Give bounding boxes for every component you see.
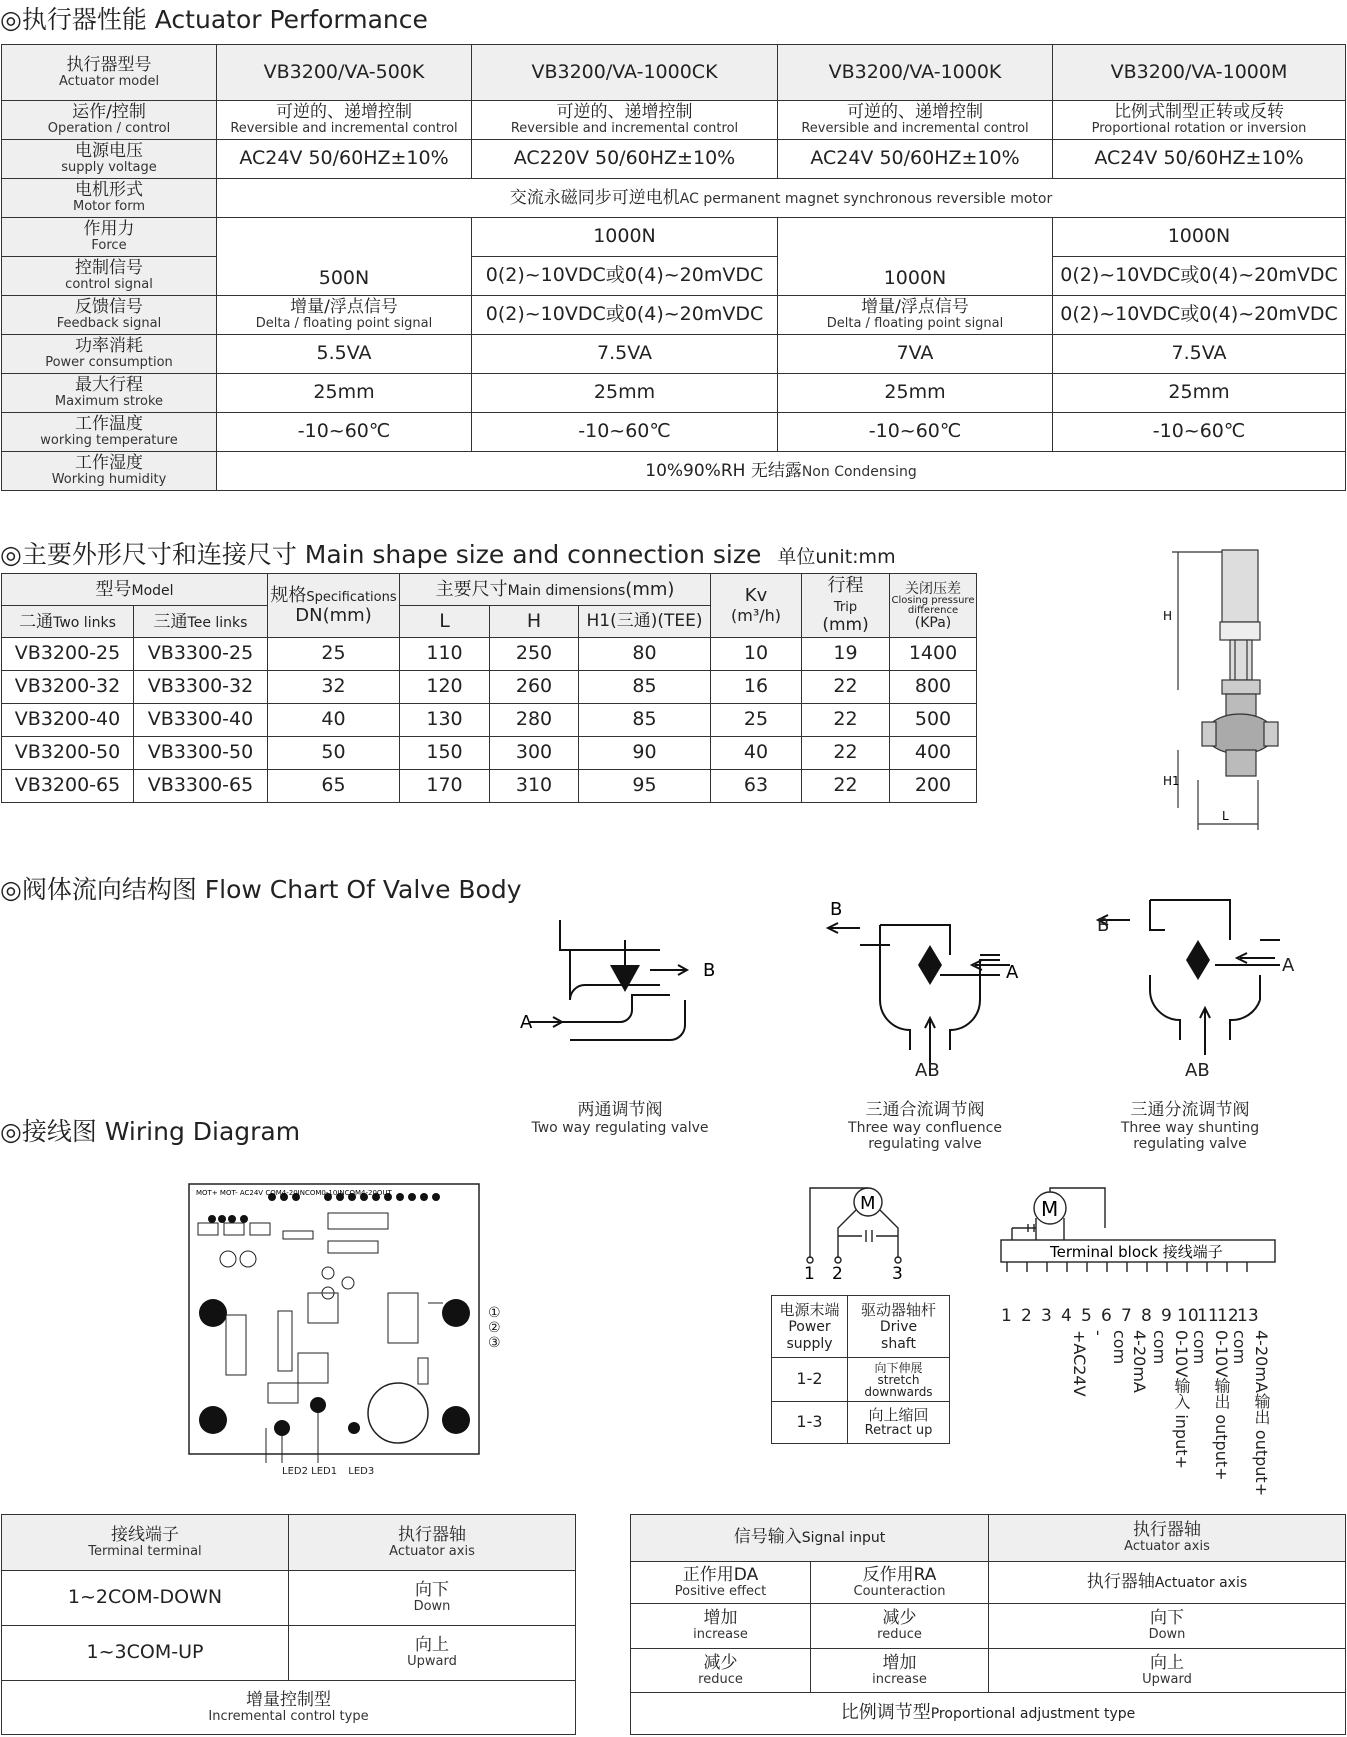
- cell: 5.5VA: [217, 335, 472, 374]
- table-cell: 40: [268, 704, 400, 737]
- unit-label: 单位unit:mm: [777, 546, 896, 568]
- cell-zh: 执行器轴: [1133, 1520, 1201, 1541]
- flow-label-b: B: [1097, 915, 1110, 936]
- terminal-number: 3: [1041, 1306, 1052, 1326]
- dimensions-table: [1, 573, 977, 803]
- cell: -10~60℃: [1053, 413, 1346, 452]
- table-cell: 25: [268, 638, 400, 671]
- header-model-zh: 型号: [95, 578, 132, 600]
- flow-label-a: A: [1006, 962, 1019, 983]
- table-cell: 22: [802, 770, 890, 803]
- cell-en: Proportional rotation or inversion: [1091, 121, 1307, 137]
- table-row: [772, 1402, 950, 1444]
- table-cell: 85: [579, 671, 711, 704]
- valve-dimension-drawing: [1160, 540, 1280, 840]
- row-label: 电机形式: [75, 180, 143, 201]
- terminal-block-label: Terminal block 接线端子: [1050, 1243, 1223, 1261]
- cell-zh: 向下: [1150, 1608, 1184, 1629]
- terminal-function-label: 0-10V输入 input+: [1172, 1330, 1191, 1469]
- cell-en: increase: [693, 1627, 748, 1643]
- table-row: [2, 452, 1346, 491]
- humidity-en: Non Condensing: [801, 464, 917, 481]
- pcb-led-labels: [282, 1466, 374, 1477]
- cell: AC220V 50/60HZ±10%: [472, 140, 778, 179]
- table-row: [2, 737, 977, 770]
- row-label-en: working temperature: [40, 433, 178, 449]
- section-title-dimensions: [0, 535, 896, 571]
- terminal-function-label: com: [1110, 1330, 1129, 1365]
- cell: 25mm: [217, 374, 472, 413]
- cell-en: Actuator axis: [1154, 1574, 1248, 1591]
- cell-zh: 增加: [703, 1608, 738, 1629]
- terminal-number: 9: [1161, 1306, 1172, 1326]
- terminal-number: 4: [1061, 1306, 1072, 1326]
- terminal-number: 10: [1177, 1306, 1199, 1326]
- table-cell: 65: [268, 770, 400, 803]
- dimensions-body: [2, 638, 977, 803]
- cell-zh: 增量控制型: [246, 1689, 331, 1710]
- terminal-function-label: com: [1230, 1330, 1249, 1365]
- cell-en: Upward: [1142, 1671, 1192, 1687]
- motor-en: AC permanent magnet synchronous reversible motor: [679, 191, 1053, 208]
- row-label: 执行器型号: [66, 54, 152, 75]
- confluence-caption: [830, 1095, 1020, 1152]
- row-label: 最大行程: [75, 375, 143, 396]
- cell: 1-3: [772, 1402, 848, 1444]
- terminal-number: 12: [1217, 1306, 1239, 1326]
- cell-zh: 增量/浮点信号: [861, 297, 969, 318]
- table-cell: 1400: [890, 638, 977, 671]
- led2-label: LED2: [282, 1466, 308, 1477]
- flow-label-a: A: [1282, 955, 1295, 976]
- terminal-function-label: com: [1150, 1330, 1169, 1365]
- section-title-text: ◎主要外形尺寸和连接尺寸 Main shape size and connection size: [0, 540, 762, 569]
- caption-en-2: regulating valve: [1133, 1136, 1247, 1152]
- caption-en: Two way regulating valve: [531, 1120, 709, 1136]
- cell-en: stretch: [877, 1372, 920, 1387]
- cell-zh: 减少: [882, 1608, 917, 1629]
- table-cell: 170: [400, 770, 490, 803]
- cell-zh: 执行器轴: [1086, 1571, 1155, 1592]
- header-tee-en: Tee links: [187, 614, 248, 631]
- cell-en: Incremental control type: [208, 1708, 369, 1724]
- valve-plug-icon: [1186, 940, 1210, 980]
- cell-en: increase: [872, 1671, 927, 1687]
- table-row: [2, 45, 1346, 101]
- cell: AC24V 50/60HZ±10%: [217, 140, 472, 179]
- table-row: [2, 101, 1346, 140]
- cell-en: Delta / floating point signal: [255, 316, 433, 332]
- header-kv: Kv: [744, 584, 768, 606]
- header-spec-en: Specifications: [306, 589, 397, 605]
- header-two-zh: 二通: [19, 611, 54, 632]
- cell-en: Positive effect: [674, 1583, 767, 1599]
- header-model-en: Model: [131, 582, 174, 599]
- cell-zh: 电源末端: [779, 1300, 840, 1319]
- table-cell: 22: [802, 737, 890, 770]
- led1-label: LED1: [311, 1466, 338, 1477]
- header-spec-dn: DN(mm): [295, 604, 372, 626]
- header-trip-zh: 行程: [827, 574, 864, 596]
- cell-en: Actuator axis: [1124, 1539, 1210, 1555]
- table-cell: 260: [490, 671, 579, 704]
- two-way-valve-diagram: [510, 910, 730, 1060]
- table-cell: 80: [579, 638, 711, 671]
- row-label-en: Maximum stroke: [54, 394, 164, 410]
- caption-en-2: regulating valve: [868, 1136, 982, 1152]
- flow-label-b: B: [830, 900, 843, 920]
- header-main-zh: 主要尺寸: [435, 578, 508, 600]
- header-main-en: Main dimensions: [507, 582, 626, 599]
- caption-zh: 两通调节阀: [577, 1100, 663, 1120]
- cell-en: Terminal terminal: [88, 1543, 202, 1559]
- table-row: [2, 671, 977, 704]
- cell: -10~60℃: [472, 413, 778, 452]
- motor-zh: 交流永磁同步可逆电机: [509, 188, 680, 209]
- table-row: [2, 218, 1346, 257]
- table-cell: 63: [711, 770, 802, 803]
- cell-en: Down: [413, 1599, 451, 1615]
- table-cell: 150: [400, 737, 490, 770]
- table-row: [2, 638, 977, 671]
- row-label-en: Working humidity: [51, 472, 167, 488]
- terminal-2-label: 2: [832, 1264, 843, 1280]
- cell: 500N: [217, 218, 472, 296]
- cell-en: Reversible and incremental control: [230, 121, 458, 137]
- row-label-en: Power consumption: [45, 355, 173, 371]
- cell-zh: 信号输入: [733, 1527, 802, 1548]
- table-cell: 40: [711, 737, 802, 770]
- header-h1: H1(三通)(TEE): [579, 606, 711, 638]
- row-label-en: Force: [91, 238, 127, 254]
- terminal-number: 5: [1081, 1306, 1092, 1326]
- table-cell: 300: [490, 737, 579, 770]
- terminal-function-label: 4-20mA输出 output+: [1252, 1330, 1271, 1497]
- cell: 25mm: [472, 374, 778, 413]
- row-label: 作用力: [83, 219, 135, 240]
- table-row: [772, 1296, 950, 1358]
- shunting-valve-diagram: [1090, 880, 1330, 1080]
- cell: 0(2)~10VDC或0(4)~20mVDC: [1053, 296, 1346, 335]
- table-cell: 90: [579, 737, 711, 770]
- motor-wiring-diagram-1: [790, 1180, 930, 1280]
- terminal-number: 13: [1237, 1306, 1259, 1326]
- cell-zh: 减少: [703, 1652, 738, 1673]
- cell: 0(2)~10VDC或0(4)~20mVDC: [1053, 257, 1346, 296]
- header-main-unit: (mm): [625, 578, 675, 600]
- callout-1: ①: [488, 1305, 501, 1321]
- cell: 0(2)~10VDC或0(4)~20mVDC: [472, 257, 778, 296]
- cell: 7.5VA: [1053, 335, 1346, 374]
- cell-zh: 向下伸展: [874, 1360, 923, 1375]
- table-cell: VB3300-32: [134, 671, 268, 704]
- cell-zh: 可逆的、递增控制: [847, 102, 983, 123]
- table-cell: 10: [711, 638, 802, 671]
- flow-label-a: A: [520, 1012, 533, 1033]
- motor-wiring-diagram-2: [1000, 1180, 1280, 1280]
- terminal-3-label: 3: [892, 1264, 903, 1280]
- table-cell: VB3300-25: [134, 638, 268, 671]
- header-cp-en1: Closing pressure: [891, 594, 975, 606]
- cell-en: Delta / floating point signal: [826, 316, 1004, 332]
- table-cell: 130: [400, 704, 490, 737]
- flow-label-b: B: [703, 960, 716, 981]
- table-cell: VB3300-40: [134, 704, 268, 737]
- row-label: 运作/控制: [72, 102, 146, 123]
- table-row: [2, 1515, 576, 1571]
- table-cell: 120: [400, 671, 490, 704]
- terminal-function-label: -: [1089, 1330, 1108, 1336]
- row-label-en: Feedback signal: [56, 316, 162, 332]
- table-cell: 800: [890, 671, 977, 704]
- two-way-caption: [530, 1095, 710, 1136]
- shunting-caption: [1095, 1095, 1285, 1152]
- cell-zh: 驱动器轴杆: [860, 1300, 936, 1319]
- table-cell: 25: [711, 704, 802, 737]
- cell-en: Down: [1148, 1627, 1186, 1643]
- table-row: [2, 1681, 576, 1735]
- table-cell: 32: [268, 671, 400, 704]
- cell-en: Signal input: [801, 1530, 886, 1547]
- model-cell: VB3200/VA-1000CK: [472, 45, 778, 101]
- cell-zh: 可逆的、递增控制: [556, 102, 693, 123]
- header-trip-en: Trip: [833, 599, 858, 615]
- cell-zh: 比例式制型正转或反转: [1114, 102, 1284, 123]
- valve-plug-icon: [610, 965, 640, 992]
- table-row: [2, 296, 1346, 335]
- section-title-wiring: ◎接线图 Wiring Diagram: [0, 1117, 301, 1146]
- cell-en: reduce: [698, 1671, 743, 1687]
- cell: 1000N: [472, 218, 778, 257]
- cell: 7VA: [778, 335, 1053, 374]
- led3-label: LED3: [348, 1466, 375, 1477]
- cell-zh: 执行器轴: [398, 1524, 466, 1545]
- cell-zh: 正作用DA: [682, 1564, 759, 1585]
- row-label-en: control signal: [65, 277, 153, 293]
- cell: 7.5VA: [472, 335, 778, 374]
- pcb-header-label: MOT+ MOT- AC24V COM4-20INCOM0-10INCOM4-20OUT: [196, 1189, 392, 1197]
- performance-table: [1, 44, 1346, 491]
- flow-label-ab: AB: [1185, 1060, 1210, 1081]
- table-cell: 16: [711, 671, 802, 704]
- table-cell: VB3200-25: [2, 638, 134, 671]
- drawing-label-h: H: [1163, 609, 1173, 623]
- cell-zh: 增加: [882, 1652, 917, 1673]
- table-cell: 22: [802, 704, 890, 737]
- table-cell: 200: [890, 770, 977, 803]
- terminal-number: 2: [1021, 1306, 1032, 1326]
- cell: 0(2)~10VDC或0(4)~20mVDC: [472, 296, 778, 335]
- table-row: [2, 257, 1346, 296]
- table-cell: VB3200-50: [2, 737, 134, 770]
- table-cell: VB3200-65: [2, 770, 134, 803]
- motor-terminal-table: [771, 1295, 950, 1444]
- caption-en: Three way confluence: [848, 1120, 1002, 1136]
- cell-zh: 增量/浮点信号: [290, 297, 398, 318]
- row-label-en: supply voltage: [61, 160, 157, 176]
- table-cell: 280: [490, 704, 579, 737]
- cell: 25mm: [778, 374, 1053, 413]
- cell-en-2: shaft: [881, 1335, 916, 1352]
- terminal-number: 1: [1001, 1306, 1012, 1326]
- table-row: [2, 704, 977, 737]
- table-cell: 310: [490, 770, 579, 803]
- table-cell: 22: [802, 671, 890, 704]
- row-label-en: Operation / control: [47, 121, 171, 137]
- row-label: 功率消耗: [75, 336, 143, 357]
- terminal-function-label: com: [1190, 1330, 1209, 1365]
- table-row: [631, 1649, 1346, 1693]
- pcb-callouts: [488, 1306, 501, 1351]
- table-row: [2, 770, 977, 803]
- cell: AC24V 50/60HZ±10%: [778, 140, 1053, 179]
- cell-zh: 向下: [415, 1580, 449, 1601]
- header-cp-unit: (KPa): [914, 614, 952, 631]
- proportional-control-table: [630, 1514, 1346, 1735]
- row-label: 工作温度: [75, 414, 143, 435]
- table-row: [631, 1693, 1346, 1735]
- cell: -10~60℃: [217, 413, 472, 452]
- cell-en-2: downwards: [864, 1384, 933, 1399]
- table-row: [2, 140, 1346, 179]
- row-label: 控制信号: [75, 258, 143, 279]
- cell-en: Actuator axis: [389, 1543, 475, 1559]
- cell-en: Drive: [879, 1318, 918, 1335]
- cell-en: Upward: [407, 1654, 457, 1670]
- header-tee-zh: 三通: [153, 611, 188, 632]
- row-label-en: Motor form: [72, 199, 145, 215]
- cell: 1000N: [778, 218, 1053, 296]
- table-row: [631, 1604, 1346, 1649]
- flow-label-ab: AB: [915, 1060, 940, 1081]
- table-header-row: [2, 574, 977, 606]
- terminal-function-label: 4-20mA: [1130, 1330, 1149, 1393]
- table-row: [631, 1562, 1346, 1604]
- cell-en-2: supply: [786, 1335, 833, 1352]
- terminal-number: 11: [1197, 1306, 1219, 1326]
- cell: 1~3COM-UP: [2, 1626, 289, 1681]
- cell-zh: 向上: [1150, 1652, 1184, 1673]
- table-cell: VB3300-65: [134, 770, 268, 803]
- row-label: 工作湿度: [75, 453, 143, 474]
- terminal-1-label: 1: [804, 1264, 815, 1280]
- cell-zh: 向上: [415, 1635, 449, 1656]
- cell: -10~60℃: [778, 413, 1053, 452]
- table-row: [2, 413, 1346, 452]
- cell: 25mm: [1053, 374, 1346, 413]
- cell-en: Power: [788, 1318, 831, 1335]
- row-label: 电源电压: [75, 141, 143, 162]
- table-row: [631, 1515, 1346, 1562]
- table-cell: VB3300-50: [134, 737, 268, 770]
- table-cell: 110: [400, 638, 490, 671]
- table-cell: 250: [490, 638, 579, 671]
- table-cell: 50: [268, 737, 400, 770]
- cell-en: Reversible and incremental control: [801, 121, 1029, 137]
- table-row: [2, 374, 1346, 413]
- confluence-valve-diagram: [810, 900, 1030, 1080]
- header-h: H: [490, 606, 579, 638]
- table-cell: 95: [579, 770, 711, 803]
- section-title-flow: ◎阀体流向结构图 Flow Chart Of Valve Body: [0, 875, 522, 904]
- cell: 1000N: [1053, 218, 1346, 257]
- motor-m-label: M: [860, 1193, 876, 1214]
- table-row: [2, 1626, 576, 1681]
- model-cell: VB3200/VA-1000M: [1053, 45, 1346, 101]
- table-row: [772, 1358, 950, 1402]
- table-row: [2, 1571, 576, 1626]
- cell: 1~2COM-DOWN: [2, 1571, 289, 1626]
- callout-3: ③: [488, 1335, 501, 1351]
- cell-zh: 可逆的、递增控制: [276, 102, 412, 123]
- table-cell: 85: [579, 704, 711, 737]
- terminal-function-label: 0-10V输出 output+: [1212, 1330, 1231, 1481]
- terminal-number: 6: [1101, 1306, 1112, 1326]
- cell-en: Counteraction: [853, 1583, 946, 1599]
- model-cell: VB3200/VA-1000K: [778, 45, 1053, 101]
- valve-plug-icon: [918, 945, 942, 985]
- header-cp-zh: 关闭压差: [905, 580, 962, 597]
- cell-en: Proportional adjustment type: [930, 1706, 1136, 1723]
- caption-zh: 三通分流调节阀: [1130, 1100, 1250, 1120]
- cell: 1-2: [772, 1358, 848, 1402]
- caption-zh: 三通合流调节阀: [865, 1100, 985, 1120]
- header-l: L: [400, 606, 490, 638]
- row-label-en: Actuator model: [58, 73, 160, 89]
- motor-m-label: M: [1041, 1197, 1059, 1221]
- cell-zh: 反作用RA: [862, 1564, 937, 1585]
- pcb-board-diagram: [188, 1183, 488, 1483]
- terminal-number: 7: [1121, 1306, 1132, 1326]
- caption-en: Three way shunting: [1120, 1120, 1260, 1136]
- cell-en: reduce: [877, 1627, 922, 1643]
- cell-en: Reversible and incremental control: [510, 121, 739, 137]
- terminal-number: 8: [1141, 1306, 1152, 1326]
- header-kv-unit: (m³/h): [731, 605, 782, 625]
- table-cell: VB3200-40: [2, 704, 134, 737]
- table-cell: 500: [890, 704, 977, 737]
- cell-zh: 接线端子: [111, 1524, 179, 1545]
- humidity-zh: 10%90%RH 无结露: [645, 461, 802, 482]
- model-cell: VB3200/VA-500K: [217, 45, 472, 101]
- table-cell: VB3200-32: [2, 671, 134, 704]
- header-cp-en2: difference: [907, 604, 959, 616]
- table-cell: 19: [802, 638, 890, 671]
- cell: AC24V 50/60HZ±10%: [1053, 140, 1346, 179]
- table-row: [2, 335, 1346, 374]
- table-row: [2, 179, 1346, 218]
- terminal-function-label: +AC24V: [1070, 1330, 1089, 1397]
- header-spec-zh: 规格: [270, 584, 307, 606]
- drawing-label-h1: H1: [1163, 774, 1180, 788]
- callout-2: ②: [488, 1320, 501, 1336]
- drawing-label-l: L: [1222, 809, 1229, 823]
- header-trip-unit: (mm): [822, 615, 869, 636]
- row-label: 反馈信号: [75, 297, 143, 318]
- cell-zh: 比例调节型: [840, 1702, 931, 1724]
- table-cell: 400: [890, 737, 977, 770]
- cell-zh: 向上缩回: [868, 1405, 929, 1424]
- cell-en: Retract up: [864, 1422, 933, 1438]
- incremental-control-table: [1, 1514, 576, 1735]
- section-title-performance: ◎执行器性能 Actuator Performance: [0, 5, 428, 34]
- header-two-en: Two links: [53, 614, 116, 631]
